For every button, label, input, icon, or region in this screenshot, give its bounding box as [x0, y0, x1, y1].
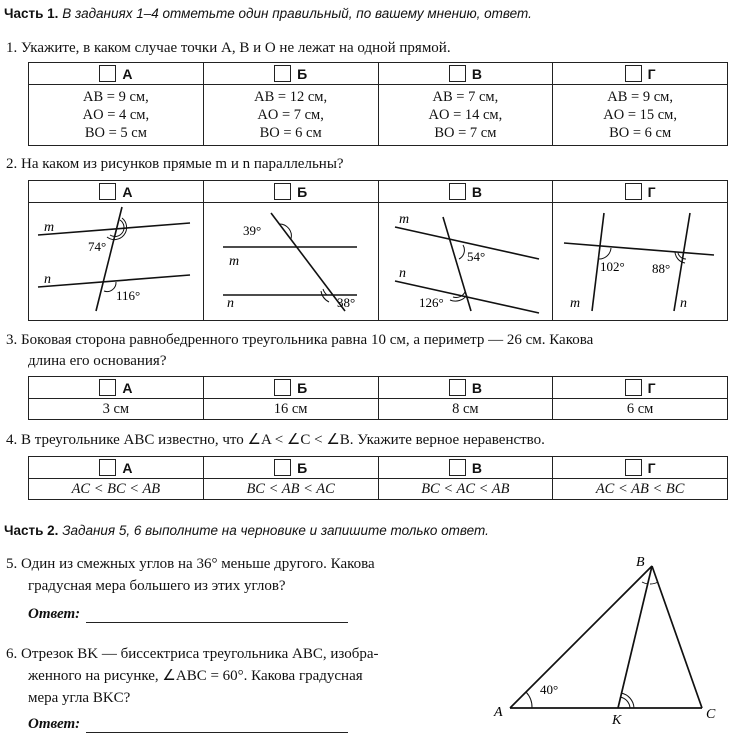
- q3-value-v: 8 см: [378, 399, 553, 420]
- q4-option-a[interactable]: А: [29, 457, 204, 479]
- q3-option-b[interactable]: Б: [203, 377, 378, 399]
- q6-line3: мера угла BKC?: [28, 690, 131, 706]
- label-n: n: [226, 296, 234, 311]
- q3-option-v[interactable]: В: [378, 377, 553, 399]
- q5-answer-label: Ответ:: [28, 606, 81, 622]
- q4-text: 4. В треугольнике ABC известно, что ∠A < ∠C < ∠B. Укажите верное неравенство.: [6, 432, 545, 448]
- q5-answer-field[interactable]: [86, 608, 348, 623]
- q4-option-v[interactable]: В: [378, 457, 553, 479]
- part2-instruction: Задания 5, 6 выполните на черновике и запишите только ответ.: [62, 523, 489, 538]
- checkbox[interactable]: [274, 459, 291, 476]
- checkbox[interactable]: [625, 65, 642, 82]
- q2-options-table: [28, 180, 728, 321]
- q4-value-g: AC < AB < BC: [553, 479, 728, 500]
- checkbox[interactable]: [274, 65, 291, 82]
- checkbox[interactable]: [449, 183, 466, 200]
- angle-label: 88°: [652, 261, 671, 276]
- figure-g-diagram: [554, 203, 726, 315]
- q5-answer-row: [28, 606, 348, 623]
- part2-title: Часть 2.: [4, 523, 59, 538]
- angle-label: 74°: [87, 239, 107, 254]
- q4-value-a: AC < BC < AB: [29, 479, 204, 500]
- q4-value-b: BC < AB < AC: [203, 479, 378, 500]
- checkbox[interactable]: [625, 379, 642, 396]
- part1-title: Часть 1.: [4, 6, 59, 21]
- q4-option-g[interactable]: Г: [553, 457, 728, 479]
- q6-line1: 6. Отрезок BK — биссектриса треугольника ABC, изобра-: [6, 646, 379, 662]
- q6-answer-label: Ответ:: [28, 716, 81, 732]
- part2-header: [4, 523, 489, 538]
- q2-option-v[interactable]: В: [378, 181, 553, 203]
- label-n: n: [399, 266, 407, 281]
- q1-text: 1. Укажите, в каком случае точки A, B и O не лежат на одной прямой.: [6, 40, 451, 56]
- checkbox[interactable]: [99, 183, 116, 200]
- q3-line2: длина его основания?: [28, 353, 167, 369]
- q3-value-b: 16 см: [203, 399, 378, 420]
- q5-line2: градусная мера большего из этих углов?: [28, 578, 286, 594]
- checkbox[interactable]: [449, 459, 466, 476]
- checkbox[interactable]: [274, 183, 291, 200]
- checkbox[interactable]: [625, 459, 642, 476]
- angle-label: 54°: [467, 249, 486, 264]
- triangle-abc-figure: [480, 548, 730, 733]
- label-m: m: [570, 296, 581, 311]
- q1-value-a: AB = 9 см, AO = 4 см, BO = 5 см: [29, 85, 204, 146]
- label-n: n: [43, 272, 51, 287]
- vertex-b-label: B: [636, 555, 645, 570]
- q1-value-v: AB = 7 см, AO = 14 см, BO = 7 см: [378, 85, 553, 146]
- q1-option-v[interactable]: В: [378, 63, 553, 85]
- label-m: m: [43, 220, 54, 235]
- vertex-c-label: C: [706, 707, 716, 722]
- q3-value-a: 3 см: [29, 399, 204, 420]
- part1-header: [4, 6, 532, 21]
- q6-answer-field[interactable]: [86, 718, 348, 733]
- angle-label: 126°: [419, 295, 445, 310]
- figure-b-diagram: [205, 203, 377, 315]
- q3-value-g: 6 см: [553, 399, 728, 420]
- label-m: m: [399, 212, 410, 227]
- q4-value-v: BC < AC < AB: [378, 479, 553, 500]
- q3-line1: 3. Боковая сторона равнобедренного треугольника равна 10 см, а периметр — 26 см. Какова: [6, 332, 594, 348]
- q2-option-a[interactable]: А: [29, 181, 204, 203]
- q2-figure-v: [378, 203, 553, 321]
- q5-line1: 5. Один из смежных углов на 36° меньше другого. Какова: [6, 556, 375, 572]
- q1-option-a[interactable]: А: [29, 63, 204, 85]
- q6-line2: женного на рисунке, ∠ABC = 60°. Какова градусная: [28, 668, 363, 684]
- checkbox[interactable]: [449, 65, 466, 82]
- checkbox[interactable]: [99, 65, 116, 82]
- checkbox[interactable]: [274, 379, 291, 396]
- checkbox[interactable]: [99, 459, 116, 476]
- q4-option-b[interactable]: Б: [203, 457, 378, 479]
- angle-label: 38°: [336, 295, 355, 310]
- checkbox[interactable]: [625, 183, 642, 200]
- q1-options-table: [28, 62, 728, 146]
- q2-figure-b: [203, 203, 378, 321]
- q3-options-table: [28, 376, 728, 420]
- angle-a-label: 40°: [540, 682, 559, 697]
- point-k-label: K: [612, 713, 622, 728]
- figure-v-diagram: [379, 203, 551, 315]
- label-m: m: [228, 254, 239, 269]
- q1-option-g[interactable]: Г: [553, 63, 728, 85]
- q2-option-g[interactable]: Г: [553, 181, 728, 203]
- angle-label: 102°: [600, 259, 625, 274]
- checkbox[interactable]: [99, 379, 116, 396]
- q2-figure-g: [553, 203, 728, 321]
- q6-answer-row: [28, 716, 348, 733]
- q2-text: 2. На каком из рисунков прямые m и n параллельны?: [6, 156, 344, 172]
- q4-options-table: [28, 456, 728, 500]
- q1-value-g: AB = 9 см, AO = 15 см, BO = 6 см: [553, 85, 728, 146]
- angle-label: 39°: [242, 223, 261, 238]
- part1-instruction: В заданиях 1–4 отметьте один правильный, по вашему мнению, ответ.: [62, 6, 532, 21]
- q3-option-g[interactable]: Г: [553, 377, 728, 399]
- angle-label: 116°: [115, 288, 141, 303]
- q3-option-a[interactable]: А: [29, 377, 204, 399]
- checkbox[interactable]: [449, 379, 466, 396]
- vertex-a-label: A: [494, 705, 503, 720]
- label-n: n: [680, 296, 688, 311]
- figure-a-diagram: [30, 203, 202, 315]
- q1-option-b[interactable]: Б: [203, 63, 378, 85]
- q1-value-b: AB = 12 см, AO = 7 см, BO = 6 см: [203, 85, 378, 146]
- q2-figure-a: [29, 203, 204, 321]
- q2-option-b[interactable]: Б: [203, 181, 378, 203]
